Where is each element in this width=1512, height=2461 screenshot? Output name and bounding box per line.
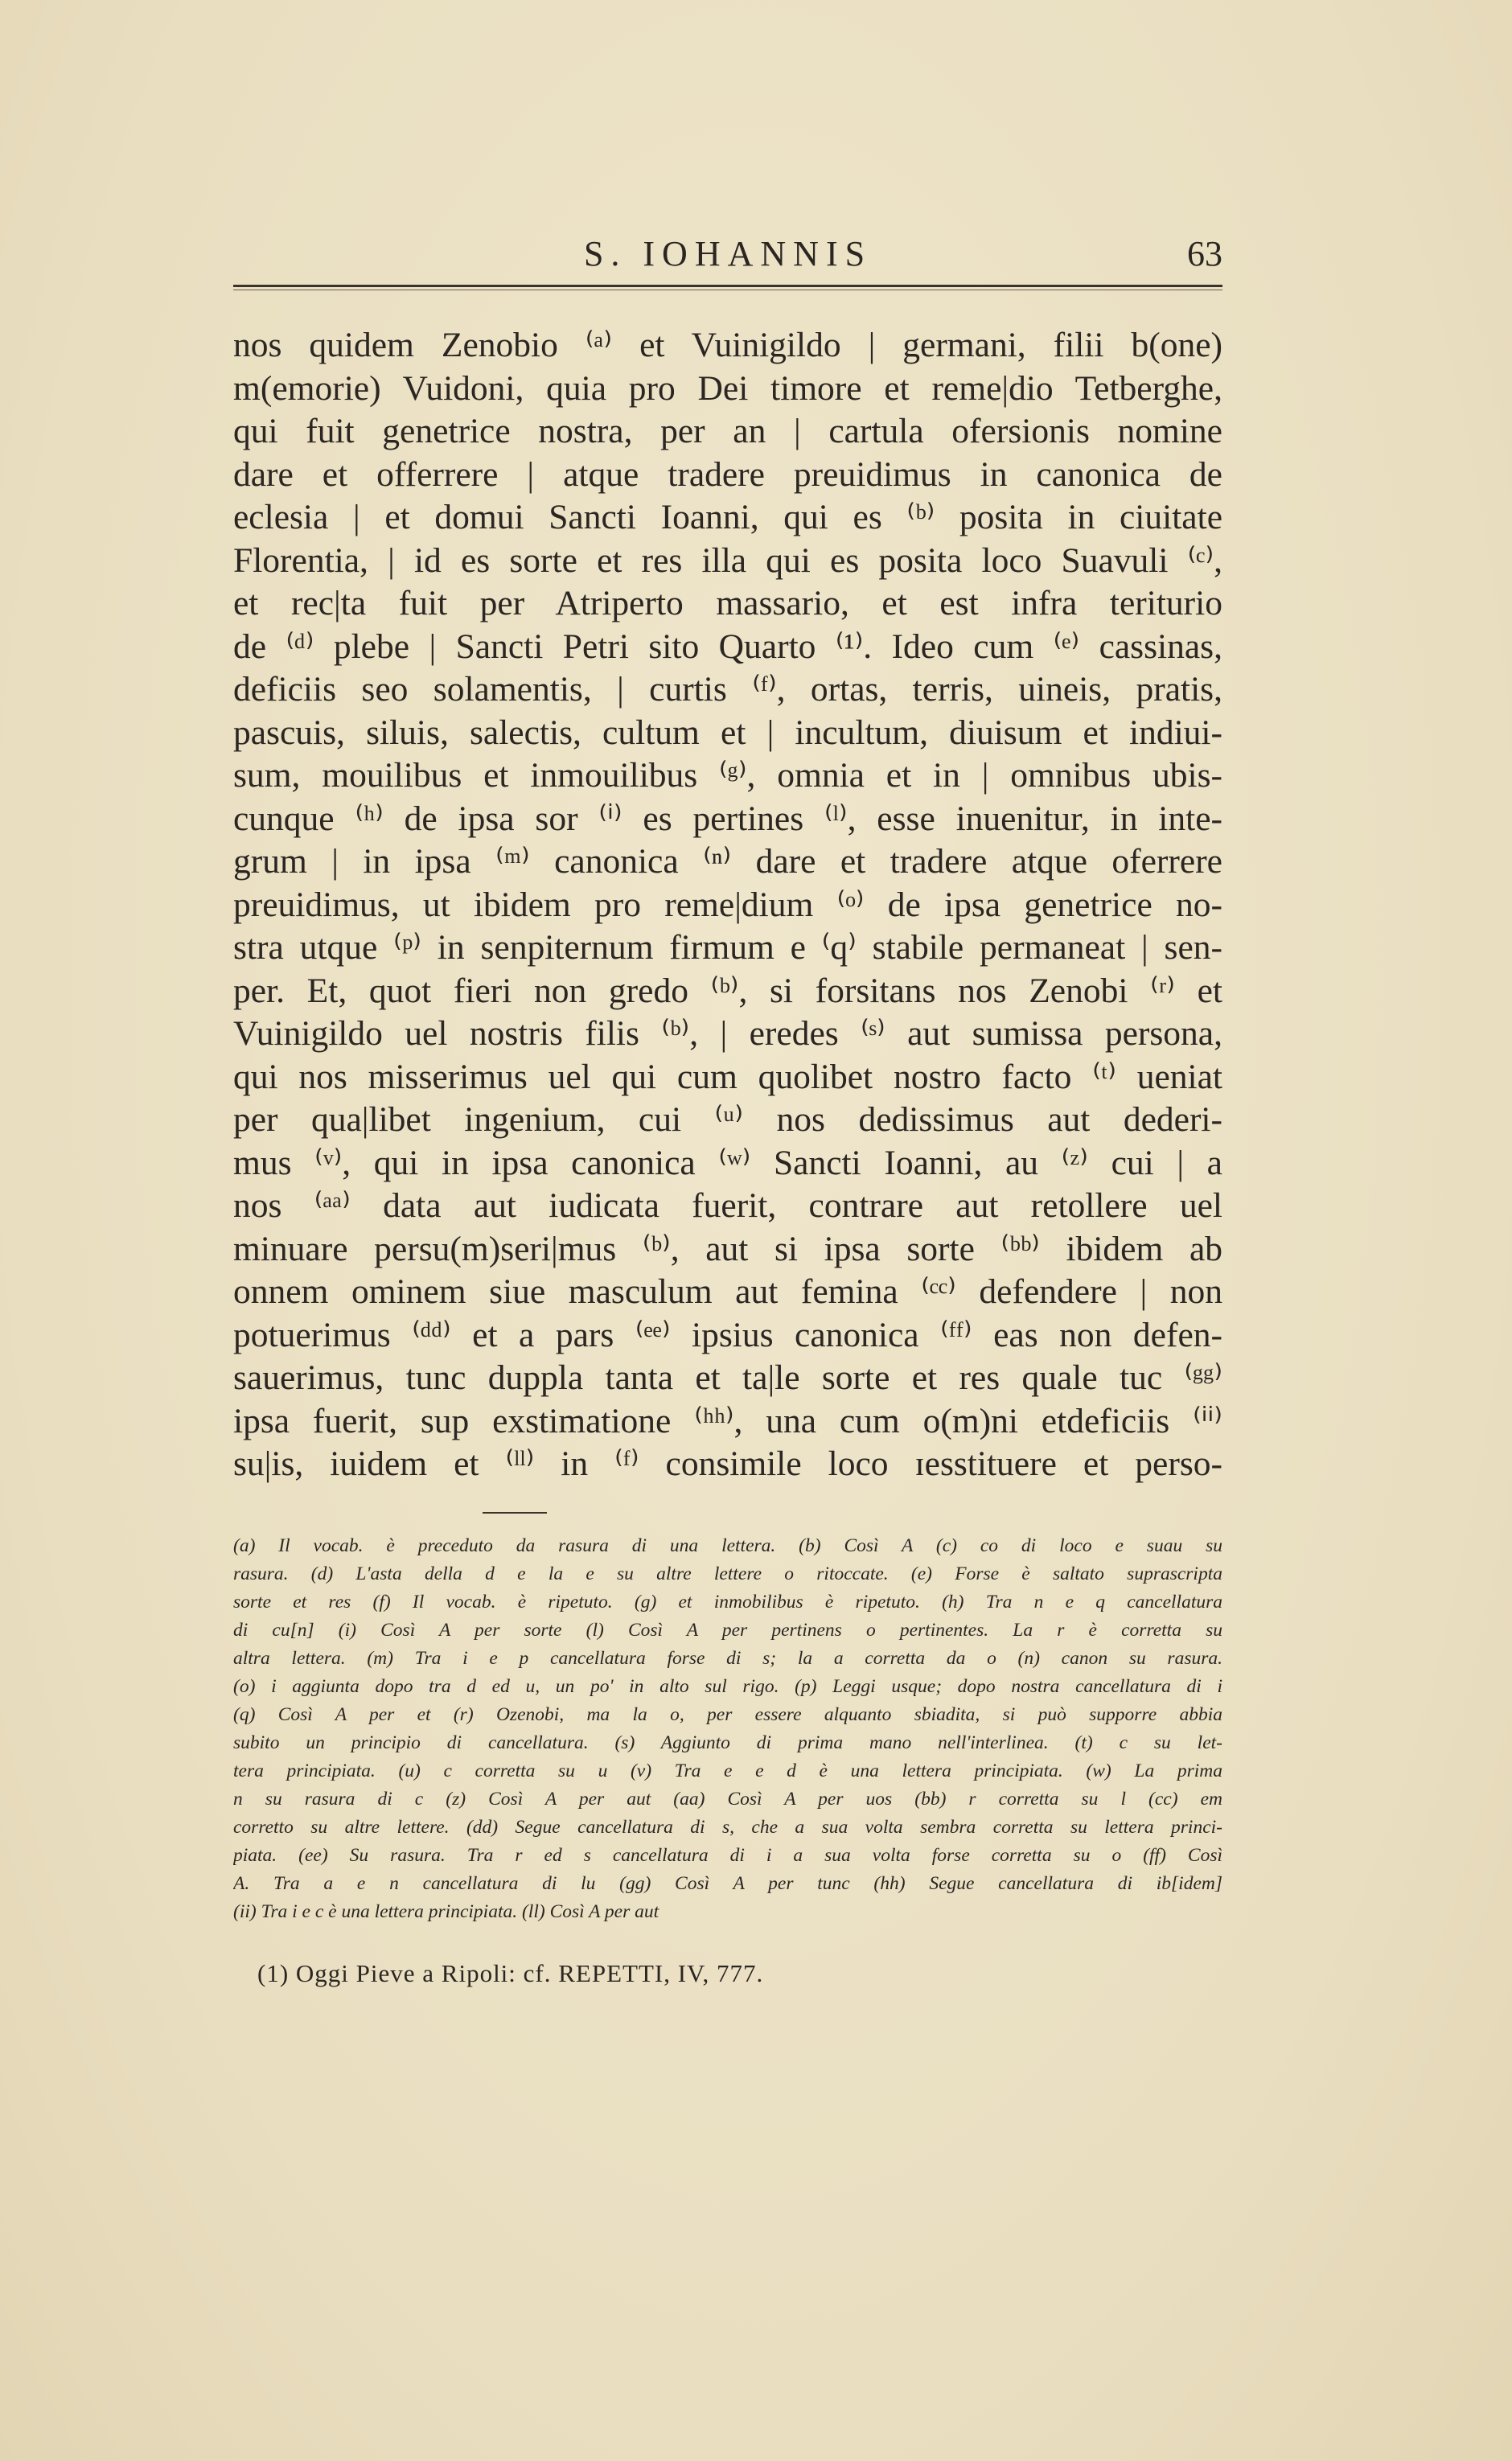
main-text [233, 324, 1222, 1486]
page-number: 63 [1187, 234, 1222, 273]
apparatus-line: rasura. (d) L'asta della d e la e su altre lettere o ritoccate. (e) Forse è saltato suprascripta [233, 1563, 1222, 1584]
text-line: et rec|ta fuit per Atriperto massario, et est infra teriturio [233, 584, 1222, 622]
text-line: sauerimus, tunc duppla tanta et ta|le sorte et res quale tuc ⁽ᵍᵍ⁾ [233, 1358, 1222, 1397]
apparatus-line: corretto su altre lettere. (dd) Segue cancellatura di s, che a sua volta sembra corretta su lettera princi- [233, 1817, 1222, 1838]
header-rule [233, 285, 1222, 287]
running-head [233, 225, 1222, 281]
text-line: qui fuit genetrice nostra, per an | cartula ofersionis nomine [233, 412, 1222, 450]
text-line: qui nos misserimus uel qui cum quolibet nostro facto ⁽ᵗ⁾ ueniat [233, 1057, 1222, 1096]
apparatus-line: subito un principio di cancellatura. (s) Aggiunto di prima mano nell'interlinea. (t) c su let- [233, 1732, 1222, 1753]
apparatus-rule [483, 1512, 547, 1514]
text-line: grum | in ipsa ⁽ᵐ⁾ canonica ⁽ⁿ⁾ dare et tradere atque oferrere [233, 842, 1222, 881]
text-line: mus ⁽ᵛ⁾, qui in ipsa canonica ⁽ʷ⁾ Sancti Ioanni, au ⁽ᶻ⁾ cui | a [233, 1143, 1222, 1182]
text-line: pascuis, siluis, salectis, cultum et | incultum, diuisum et indiui- [233, 713, 1222, 752]
text-line: ipsa fuerit, sup exstimatione ⁽ʰʰ⁾, una cum o(m)ni etdeficiis ⁽ⁱⁱ⁾ [233, 1401, 1222, 1440]
apparatus-line: di cu[n] (i) Così A per sorte (l) Così A per pertinens o pertinentes. La r è corretta su [233, 1620, 1222, 1641]
running-head-title: S. IOHANNIS [583, 234, 873, 273]
text-line: m(emorie) Vuidoni, quia pro Dei timore et reme|dio Tetberghe, [233, 368, 1222, 408]
apparatus-line: sorte et res (f) Il vocab. è ripetuto. (g) et inmobilibus è ripetuto. (h) Tra n e q cancellatura [233, 1592, 1222, 1613]
critical-apparatus [233, 1532, 1222, 1926]
text-line: Florentia, | id es sorte et res illa qui es posita loco Suavuli ⁽ᶜ⁾, [233, 540, 1222, 580]
text-line: Vuinigildo uel nostris filis ⁽ᵇ⁾, | eredes ⁽ˢ⁾ aut sumissa persona, [233, 1014, 1222, 1053]
text-line: onnem ominem siue masculum aut femina ⁽ᶜᶜ⁾ defendere | non [233, 1272, 1222, 1311]
text-line: nos quidem Zenobio ⁽ᵃ⁾ et Vuinigildo | germani, filii b(one) [233, 326, 1222, 364]
text-line: stra utque ⁽ᵖ⁾ in senpiternum firmum e ⁽q⁾ stabile permaneat | sen- [233, 928, 1222, 967]
text-line: de ⁽ᵈ⁾ plebe | Sancti Petri sito Quarto ⁽¹⁾. Ideo cum ⁽ᵉ⁾ cassinas, [233, 627, 1222, 666]
apparatus-line: piata. (ee) Su rasura. Tra r ed s cancellatura di i a sua volta forse corretta su o (ff) Così [233, 1845, 1222, 1866]
apparatus-line: n su rasura di c (z) Così A per aut (aa) Così A per uos (bb) r corretta su l (cc) em [233, 1789, 1222, 1810]
text-line: nos ⁽ᵃᵃ⁾ data aut iudicata fuerit, contrare aut retollere uel [233, 1186, 1222, 1225]
text-line: deficiis seo solamentis, | curtis ⁽ᶠ⁾, ortas, terris, uineis, pratis, [233, 670, 1222, 709]
text-line: dare et offerrere | atque tradere preuidimus in canonica de [233, 454, 1222, 494]
historical-footnote: (1) Oggi Pieve a Ripoli: cf. REPETTI, IV, 777. [257, 1959, 764, 1987]
text-line: eclesia | et domui Sancti Ioanni, qui es ⁽ᵇ⁾ posita in ciuitate [233, 498, 1222, 536]
apparatus-line: (q) Così A per et (r) Ozenobi, ma la o, per essere alquanto sbiadita, si può supporre abbia [233, 1704, 1222, 1725]
apparatus-line: altra lettera. (m) Tra i e p cancellatura forse di s; la a corretta da o (n) canon su rasura. [233, 1648, 1222, 1669]
apparatus-line: (ii) Tra i e c è una lettera principiata. (ll) Così A per aut [233, 1901, 659, 1922]
apparatus-line: (a) Il vocab. è preceduto da rasura di una lettera. (b) Così A (c) co di loco e suau su [233, 1535, 1222, 1556]
apparatus-line: A. Tra a e n cancellatura di lu (gg) Così A per tunc (hh) Segue cancellatura di ib[idem] [233, 1873, 1222, 1894]
text-line: sum, mouilibus et inmouilibus ⁽ᵍ⁾, omnia et in | omnibus ubis- [233, 756, 1222, 795]
text-line: cunque ⁽ʰ⁾ de ipsa sor ⁽ⁱ⁾ es pertines ⁽ˡ⁾, esse inuenitur, in inte- [233, 799, 1222, 838]
apparatus-line: tera principiata. (u) c corretta su u (v) Tra e e d è una lettera principiata. (w) La prima [233, 1760, 1222, 1781]
apparatus-line: (o) i aggiunta dopo tra d ed u, un po' in alto sul rigo. (p) Leggi usque; dopo nostra cancellatura di i [233, 1676, 1222, 1697]
text-line: minuare persu(m)seri|mus ⁽ᵇ⁾, aut si ipsa sorte ⁽ᵇᵇ⁾ ibidem ab [233, 1229, 1222, 1268]
text-line: per. Et, quot fieri non gredo ⁽ᵇ⁾, si forsitans nos Zenobi ⁽ʳ⁾ et [233, 971, 1222, 1010]
text-line: su|is, iuidem et ⁽ˡˡ⁾ in ⁽ᶠ⁾ consimile loco ɪesstituere et perso- [233, 1444, 1222, 1483]
text-line: potuerimus ⁽ᵈᵈ⁾ et a pars ⁽ᵉᵉ⁾ ipsius canonica ⁽ᶠᶠ⁾ eas non defen- [233, 1315, 1222, 1354]
text-line: preuidimus, ut ibidem pro reme|dium ⁽ᵒ⁾ de ipsa genetrice no- [233, 885, 1222, 924]
text-line: per qua|libet ingenium, cui ⁽ᵘ⁾ nos dedissimus aut dederi- [233, 1100, 1222, 1139]
